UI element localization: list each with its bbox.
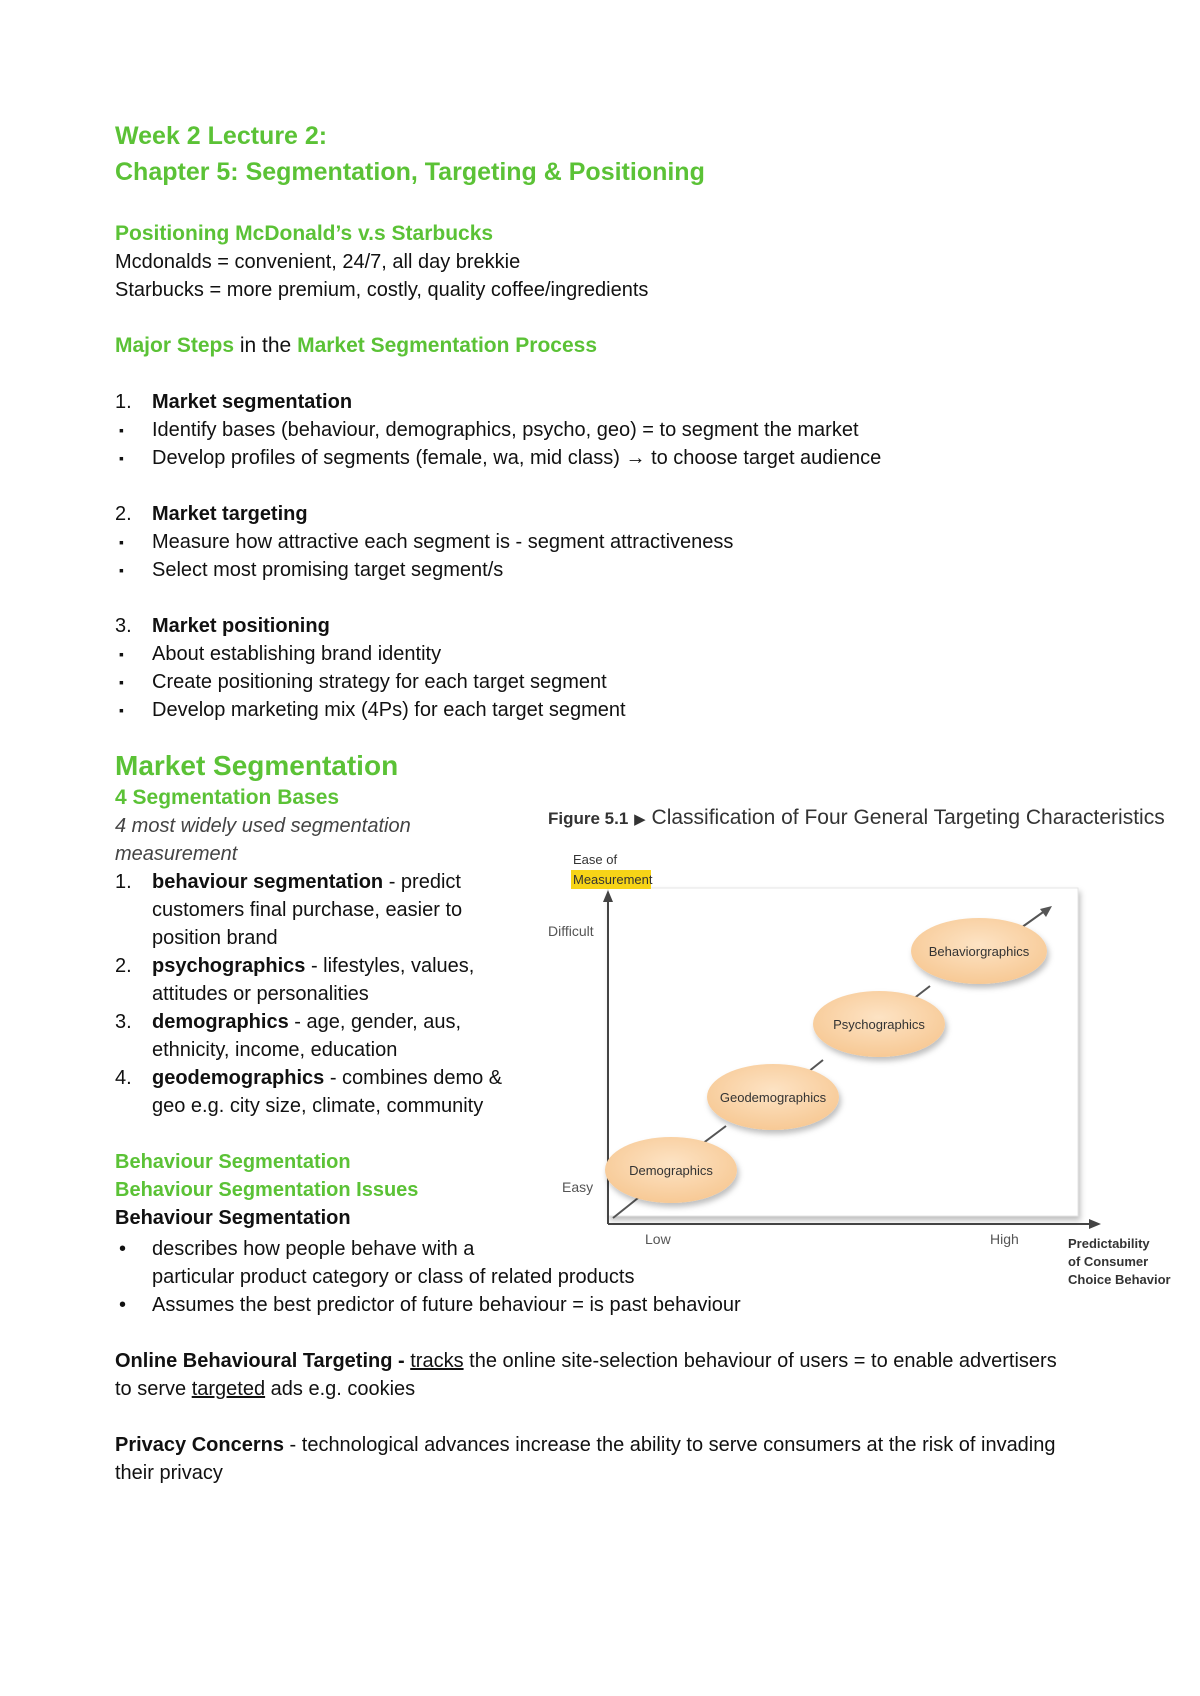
base-desc: - combines demo & geo e.g. city size, climate, community	[152, 1067, 503, 1117]
base-2	[115, 952, 535, 1008]
base-desc: - age, gender, aus, ethnicity, income, education	[152, 1011, 462, 1061]
behaviour-subheading: Behaviour Segmentation	[115, 1207, 351, 1229]
bullet-text: Develop marketing mix (4Ps) for each target segment	[152, 699, 626, 721]
step-number: 2.	[115, 503, 132, 525]
step-number: 3.	[115, 615, 132, 637]
starbucks-line: Starbucks = more premium, costly, quality coffee/ingredients	[115, 279, 649, 301]
bullet-text: Assumes the best predictor of future behaviour = is past behaviour	[152, 1294, 741, 1316]
segmentation-bases-heading: 4 Segmentation Bases	[115, 786, 340, 809]
y-axis-title-2: Measurement	[573, 872, 653, 887]
online-behavioural-targeting	[115, 1347, 1075, 1403]
base-term: geodemographics	[152, 1067, 325, 1089]
chapter-title: Chapter 5: Segmentation, Targeting & Positioning	[115, 158, 705, 186]
behaviour-segmentation-heading: Behaviour Segmentation	[115, 1151, 351, 1173]
bubble-geodemographics	[707, 1064, 839, 1130]
segmentation-bases-note: 4 most widely used segmentation measurement	[115, 815, 411, 865]
step-title: Market positioning	[152, 615, 330, 637]
base-number: 2.	[115, 955, 132, 977]
base-term: demographics	[152, 1011, 289, 1033]
base-number: 4.	[115, 1067, 132, 1089]
bullet-icon: ▪	[119, 450, 124, 466]
x-axis-arrow-icon	[1089, 1219, 1101, 1229]
list-item	[115, 444, 1115, 472]
online-underline-2: targeted	[191, 1378, 266, 1400]
step-title: Market segmentation	[152, 391, 353, 413]
base-desc: - lifestyles, values, attitudes or personalities	[152, 955, 475, 1005]
base-text	[152, 952, 535, 1008]
list-item	[115, 696, 1115, 724]
base-3	[115, 1008, 535, 1064]
base-text	[152, 1008, 535, 1064]
bullet-icon: ▪	[119, 562, 124, 578]
bullet-text: Identify bases (behaviour, demographics, psycho, geo) = to segment the market	[152, 419, 859, 441]
bullet-icon: ▪	[119, 646, 124, 662]
bubble-psychographics	[813, 991, 945, 1057]
figure-label: Figure 5.1	[548, 809, 629, 828]
x-axis-low-label: Low	[645, 1231, 671, 1247]
figure-arrow-icon: ▶	[634, 811, 646, 828]
segmentation-bases-column	[115, 784, 535, 1232]
step-1	[115, 388, 1115, 416]
market-segmentation-heading: Market Segmentation	[115, 750, 399, 781]
online-text-1: the online site-selection behaviour of users = to enable advertisers to serve	[115, 1350, 1057, 1400]
bubble-behaviorgraphics	[911, 918, 1047, 984]
bullet-text: About establishing brand identity	[152, 643, 442, 665]
bubble-label: Psychographics	[833, 1017, 925, 1032]
bullet-text-line-2: particular product category or class of related products	[152, 1266, 635, 1288]
bullet-icon: •	[119, 1238, 127, 1260]
base-desc: - predict customers final purchase, easier to position brand	[152, 871, 463, 949]
x-axis-high-label: High	[990, 1231, 1019, 1247]
bubble-label: Geodemographics	[719, 1090, 827, 1105]
step-2	[115, 500, 1115, 528]
list-item	[115, 556, 1115, 584]
bullet-text: Develop profiles of segments (female, wa, mid class) → to choose target audience	[152, 447, 882, 469]
bullet-icon: ▪	[119, 702, 124, 718]
x-axis-title-3: Choice Behavior	[1068, 1272, 1171, 1287]
steps-heading-b: Market Segmentation Process	[297, 334, 598, 357]
y-axis-low-label: Easy	[562, 1179, 594, 1195]
steps-heading	[115, 332, 1115, 360]
base-text	[152, 868, 535, 952]
step-title: Market targeting	[152, 503, 308, 525]
bullet-text: Select most promising target segment/s	[152, 559, 504, 581]
bullet-icon: ▪	[119, 422, 124, 438]
privacy-text: - technological advances increase the ability to serve consumers at the risk of invading their privacy	[115, 1434, 1056, 1484]
bullet-text-line-1: describes how people behave with a	[152, 1238, 475, 1260]
privacy-term: Privacy Concerns	[115, 1434, 284, 1456]
bullet-icon: ▪	[119, 674, 124, 690]
positioning-heading: Positioning McDonald’s v.s Starbucks	[115, 222, 494, 245]
online-text-2: ads e.g. cookies	[265, 1378, 416, 1400]
base-term: psychographics	[152, 955, 306, 977]
y-axis-high-label: Difficult	[548, 923, 594, 939]
bullet-text: Measure how attractive each segment is - segment attractiveness	[152, 531, 734, 553]
x-axis-title-1: Predictability	[1068, 1236, 1150, 1251]
base-text	[152, 1064, 535, 1120]
x-axis-title-2: of Consumer	[1068, 1254, 1149, 1269]
figure-caption: Classification of Four General Targeting Characteristics	[651, 806, 1165, 829]
base-term: behaviour segmentation	[152, 871, 384, 893]
bubble-label: Behaviorgraphics	[928, 944, 1030, 959]
y-axis-title-1: Ease of	[573, 852, 618, 867]
mcdonalds-line: Mcdonalds = convenient, 24/7, all day brekkie	[115, 251, 521, 273]
bullet-icon: •	[119, 1294, 127, 1316]
bullet-icon: ▪	[119, 534, 124, 550]
list-item	[115, 668, 1115, 696]
base-number: 3.	[115, 1011, 132, 1033]
step-number: 1.	[115, 391, 132, 413]
bubble-label: Demographics	[629, 1163, 713, 1178]
lecture-title: Week 2 Lecture 2:	[115, 122, 328, 150]
behaviour-issues-heading: Behaviour Segmentation Issues	[115, 1179, 419, 1201]
base-number: 1.	[115, 871, 132, 893]
privacy-concerns	[115, 1431, 1075, 1487]
list-item	[115, 416, 1115, 444]
online-underline-1: tracks	[410, 1350, 464, 1372]
base-4	[115, 1064, 535, 1120]
base-1	[115, 868, 535, 952]
list-item	[115, 528, 1115, 556]
step-3	[115, 612, 1115, 640]
online-term: Online Behavioural Targeting -	[115, 1350, 411, 1372]
steps-heading-a: Major Steps	[115, 334, 235, 357]
bubble-demographics	[605, 1137, 737, 1203]
figure-5-1	[548, 806, 1198, 1306]
list-item	[115, 640, 1115, 668]
targeting-characteristics-diagram	[548, 826, 1198, 1306]
steps-heading-mid: in the	[234, 334, 298, 357]
bullet-text: Create positioning strategy for each target segment	[152, 671, 607, 693]
